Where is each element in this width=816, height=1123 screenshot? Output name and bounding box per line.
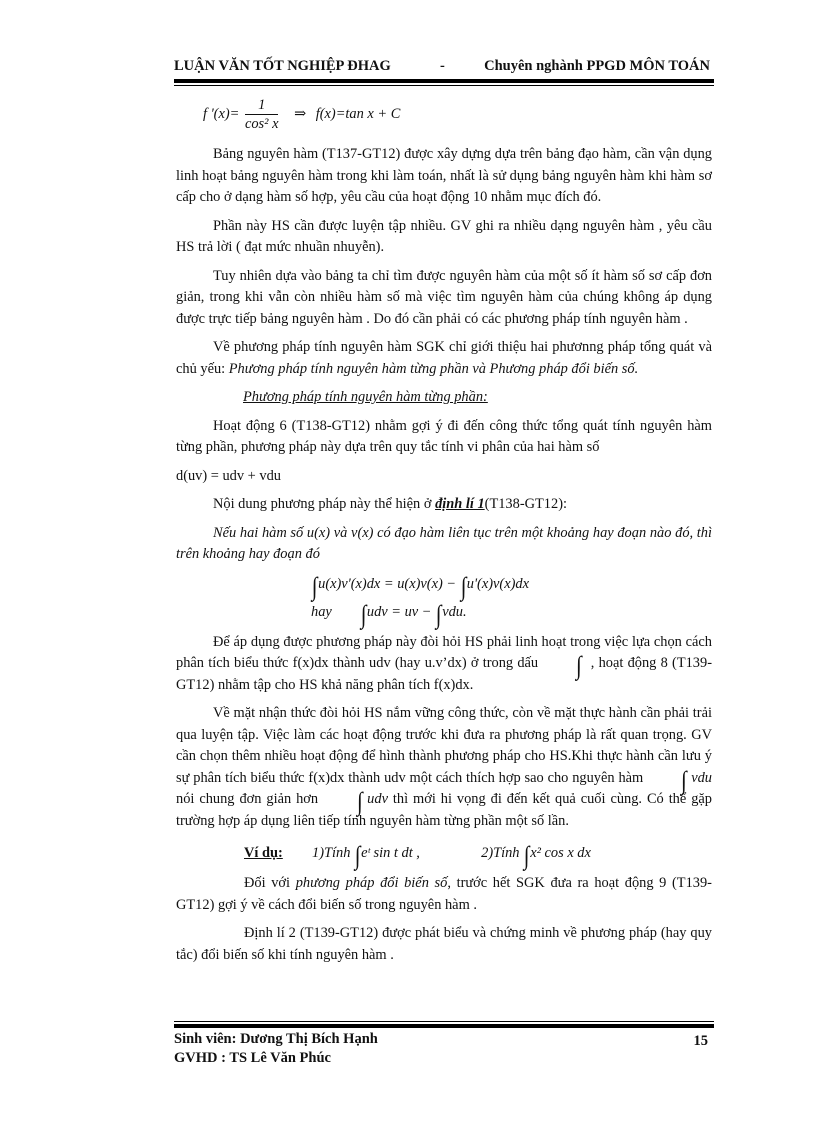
integral-sign: ∫	[311, 571, 318, 601]
integral-sign: ∫	[357, 787, 363, 816]
fraction-numerator: 1	[245, 96, 278, 115]
examples	[176, 839, 712, 870]
paragraph-10-end: thì mới hi vọng đi đến kết quả cuối cùng. Có thể gặp trường hợp áp dụng liên tiếp tính nguyên hàm từng phần một số lần.	[176, 791, 712, 829]
footer-student: Sinh viên: Dương Thị Bích Hạnh	[174, 1031, 378, 1047]
paragraph-4-text: Về phương pháp tính nguyên hàm SGK chỉ giới thiệu hai phươnng pháp tổng quát và chủ yếu:	[176, 339, 712, 377]
paragraph-7-source: (T138-GT12):	[484, 496, 567, 512]
implies-arrow: ⇒	[294, 105, 307, 122]
formula-lhs: f '(x)=	[203, 105, 240, 122]
header-rule-thin	[174, 85, 714, 86]
paragraph-2: Phần này HS cần được luyện tập nhiều. GV ghi ra nhiều dạng nguyên hàm , yêu cầu HS trả lời ( đạt mức nhuần nhuyễn).	[176, 217, 712, 255]
integral-sign: ∫	[360, 599, 367, 629]
example-1: eᵗ sin t dt ,	[361, 845, 420, 861]
integral-sign: ∫	[576, 651, 583, 680]
integral-sign: ∫	[460, 571, 467, 601]
paragraph-9	[176, 632, 712, 697]
formula-line-2	[311, 598, 712, 629]
footer-rule-thick	[174, 1024, 714, 1028]
paragraph-7-text: Nội dung phương pháp này thể hiện ở	[213, 496, 436, 512]
formula-hay: hay	[311, 603, 332, 620]
paragraph-10-middle: nói chung đơn giản hơn	[176, 791, 324, 807]
page-header	[174, 58, 714, 78]
formula-line-1-tail: u'(x)v(x)dx	[466, 575, 529, 592]
paragraph-11-text: Đối với	[244, 875, 296, 891]
substitution-method: phương pháp đổi biến số	[295, 875, 448, 891]
formula-line-2-text: udv = uv −	[366, 603, 436, 620]
page-number: 15	[693, 1033, 708, 1049]
page-footer	[174, 1030, 714, 1068]
paragraph-9-text: Để áp dụng được phương pháp này đòi hỏi HS phải linh hoạt trong việc lựa chọn cách phân tích biểu thức f(x)dx thành udv (hay u.v’dx) ở trong dấu	[176, 633, 712, 671]
paragraph-9-text-end: , hoạt động 8 (T139-GT12) nhằm tập cho HS khả năng phân tích f(x)dx.	[176, 655, 712, 693]
example-label: Ví dụ:	[244, 845, 283, 861]
example-2: x² cos x dx	[530, 845, 591, 861]
integral-sign: ∫	[354, 841, 361, 870]
integral-vdu: vdu	[691, 769, 712, 786]
paragraph-12: Định lí 2 (T139-GT12) được phát biểu và chứng minh về phương pháp (hay quy tắc) đổi biến số khi tính nguyên hàm .	[176, 925, 712, 963]
header-title: LUẬN VĂN TỐT NGHIỆP ĐHAG	[174, 58, 391, 74]
integral-udv: udv	[367, 791, 388, 807]
formula-fraction	[245, 96, 278, 133]
paragraph-10-text: Về mặt nhận thức đòi hỏi HS nắm vững công thức, còn về mặt thực hành cần phải trải qua luyện tập. Việc làm các hoạt động trước khi đưa ra phương pháp là rất quan trọng. GV cần chọn thêm nhiều hoạt động để hình thành phương pháp cho HS.Khi thực hành cần lưu ý sự phân tích biểu thức f(x)dx thành udv một cách thích hợp sao cho nguyên hàm	[176, 705, 712, 786]
paragraph-1: Bảng nguyên hàm (T137-GT12) được xây dựng dựa trên bảng đạo hàm, cần vận dụng linh hoạt bảng nguyên hàm trong khi làm toán, nhất là sử dụng bảng nguyên hàm khi hàm sơ cấp cho ở dạng hàm số hợp, yêu cầu của hoạt động 10 nhằm mục đích đó.	[176, 146, 712, 205]
page-body	[176, 96, 712, 966]
paragraph-3: Tuy nhiên dựa vào bảng ta chỉ tìm được nguyên hàm của một số ít hàm số sơ cấp đơn giản, trong khi vẫn còn nhiều hàm số mà việc tìm nguyên hàm của chúng không áp dụng được trực tiếp bảng nguyên hàm . Do đó cần phải có các phương pháp tính nguyên hàm .	[176, 267, 712, 327]
footer-rule-thin	[174, 1021, 714, 1022]
theorem-statement: Nếu hai hàm số u(x) và v(x) có đạo hàm liên tục trên một khoảng hay đoạn nào đó, thì trên khoảng hay đoạn đó	[176, 524, 712, 562]
paragraph-10	[176, 703, 712, 832]
header-rule-thick	[174, 79, 714, 83]
formula-top	[176, 96, 712, 140]
paragraph-4-methods: Phương pháp tính nguyên hàm từng phần và Phương pháp đổi biến số.	[228, 360, 639, 377]
example-1-prefix: 1)Tính	[312, 845, 354, 861]
fraction-denominator: cos² x	[244, 116, 279, 132]
formula-line-1-text: u(x)v'(x)dx = u(x)v(x) −	[318, 575, 460, 592]
formula-line-1	[311, 570, 712, 601]
example-2-prefix: 2)Tính	[481, 845, 524, 861]
formula-line-2-tail: vdu.	[442, 603, 467, 620]
footer-advisor: GVHD : TS Lê Văn Phúc	[174, 1050, 331, 1066]
paragraph-11	[176, 873, 712, 916]
paragraph-11-end: , trước hết SGK đưa ra hoạt động 9 (T139-GT12) gợi ý về cách đổi biến số trong nguyên hàm .	[176, 875, 712, 913]
integral-sign: ∫	[523, 841, 530, 870]
formula-differential: d(uv) = udv + vdu	[176, 467, 281, 484]
integral-sign: ∫	[435, 599, 442, 629]
formula-rhs: f(x)=tan x + C	[315, 105, 401, 122]
paragraph-7	[176, 494, 712, 516]
paragraph-4	[176, 337, 712, 380]
section-heading	[176, 387, 712, 409]
theorem-1-ref: định lí 1	[435, 496, 485, 512]
header-separator: -	[440, 58, 445, 74]
integral-sign: ∫	[681, 765, 687, 795]
header-subtitle: Chuyên nghành PPGD MÔN TOÁN	[484, 58, 710, 74]
paragraph-5: Hoạt động 6 (T138-GT12) nhằm gợi ý đi đến công thức tổng quát tính nguyên hàm từng phần, phương pháp này dựa trên quy tắc tính vi phân của hai hàm số	[176, 417, 712, 455]
integration-by-parts-formula	[176, 570, 712, 629]
section-heading-text: Phương pháp tính nguyên hàm từng phần:	[243, 389, 488, 405]
